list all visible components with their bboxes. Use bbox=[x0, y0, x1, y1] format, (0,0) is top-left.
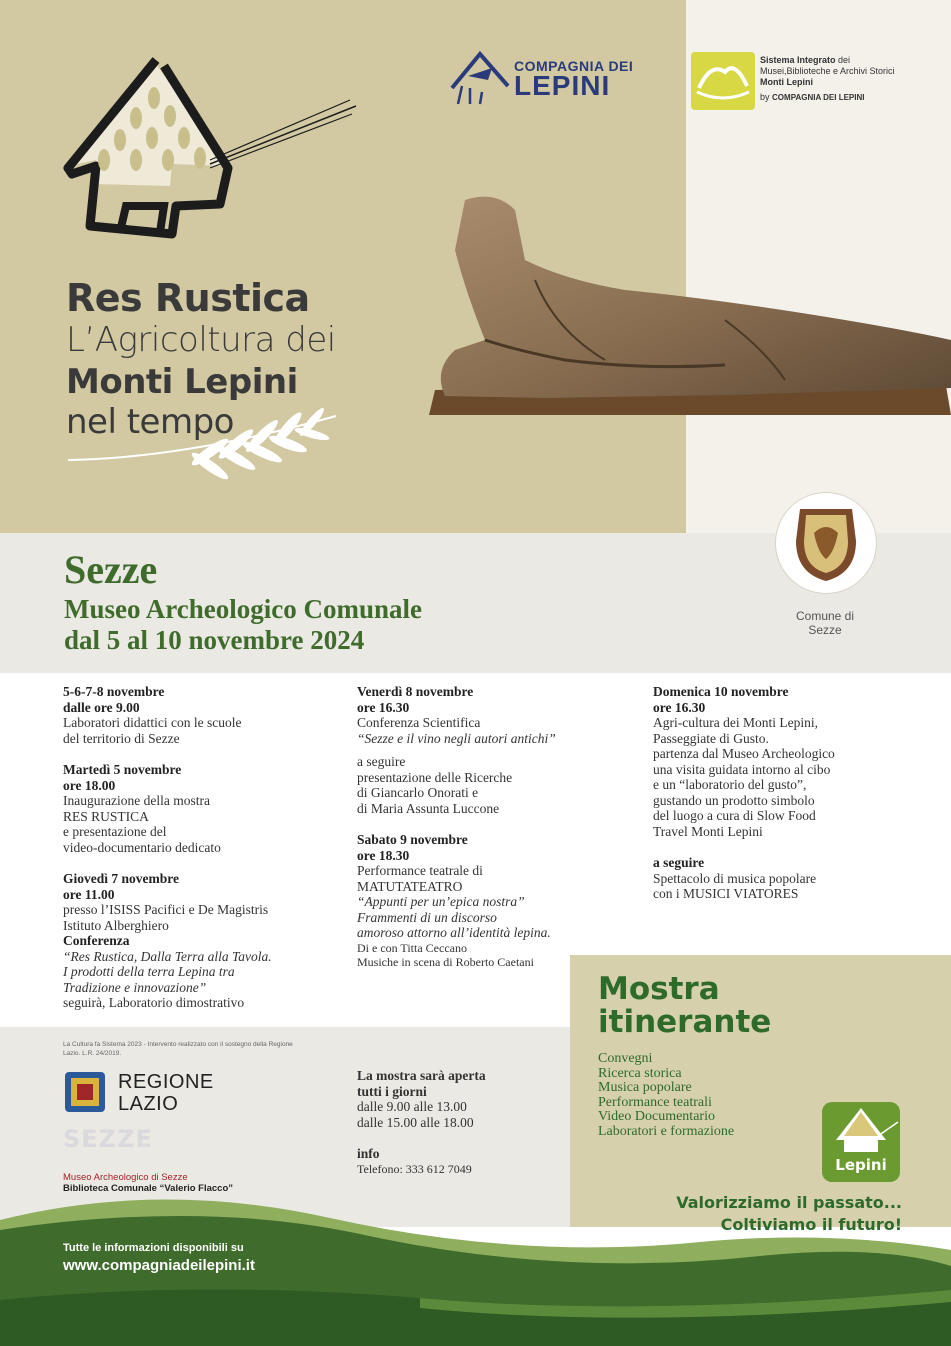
sistema-integrato-logo-icon bbox=[691, 52, 755, 110]
comune-line2: Sezze bbox=[808, 623, 842, 637]
biblioteca-name: Biblioteca Comunale “Valerio Flacco” bbox=[63, 1183, 233, 1194]
phone-number: Telefono: 333 612 7049 bbox=[357, 1161, 472, 1176]
sistema-dei: dei bbox=[838, 55, 851, 65]
event-time: dalle ore 9.00 bbox=[63, 699, 140, 715]
program-column-3 bbox=[653, 684, 913, 902]
compagnia-line1: COMPAGNIA DEI bbox=[514, 58, 634, 74]
lepini-badge-logo bbox=[822, 1102, 900, 1182]
regione-lazio-logo bbox=[118, 1071, 214, 1115]
mostra-title bbox=[598, 973, 771, 1039]
mostra-item: Laboratori e formazione bbox=[598, 1123, 735, 1139]
event-line: MATUTATEATRO bbox=[357, 878, 463, 894]
regione-line2: LAZIO bbox=[118, 1093, 179, 1115]
house-wheat-logo-icon bbox=[60, 56, 360, 246]
event-line: del territorio di Sezze bbox=[63, 730, 180, 746]
event-line: Inaugurazione della mostra bbox=[63, 793, 210, 808]
sezze-crest-icon bbox=[776, 493, 876, 593]
mostra-item: Ricerca storica bbox=[598, 1065, 682, 1081]
event-line: una visita guidata intorno al cibo bbox=[653, 761, 831, 777]
program-column-1 bbox=[63, 684, 333, 1011]
event-line: gustando un prodotto simbolo bbox=[653, 792, 815, 808]
sezze-wordmark: SEZZE bbox=[63, 1125, 153, 1153]
sistema-title: Sistema Integrato bbox=[760, 55, 836, 65]
city-title: Sezze bbox=[64, 547, 158, 592]
opening-line1: La mostra sarà aperta bbox=[357, 1068, 486, 1083]
program-column-2 bbox=[357, 684, 617, 969]
event-time: ore 18.30 bbox=[357, 847, 410, 863]
slogan-line2: Coltiviamo il futuro! bbox=[720, 1215, 902, 1234]
title-line3: Monti Lepini bbox=[66, 362, 298, 402]
event-time: ore 11.00 bbox=[63, 886, 115, 902]
funding-note: La Cultura fa Sistema 2023 - Intervento realizzato con il sostegno della Regione Lazio. L.R. 24/2019. bbox=[63, 1041, 293, 1057]
title-line4: nel tempo bbox=[66, 402, 234, 442]
event-quote: “Res Rustica, Dalla Terra alla Tavola. bbox=[63, 948, 272, 964]
event-line: Agri-cultura dei Monti Lepini, bbox=[653, 715, 818, 730]
mostra-title-line2: itinerante bbox=[598, 1004, 772, 1040]
sistema-by: by bbox=[760, 92, 770, 102]
opening-line4: dalle 15.00 alle 18.00 bbox=[357, 1114, 474, 1130]
event-line: video-documentario dedicato bbox=[63, 839, 221, 855]
event-line: e presentazione del bbox=[63, 824, 167, 839]
opening-line2: tutti i giorni bbox=[357, 1083, 427, 1099]
info-label: info bbox=[357, 1146, 380, 1161]
event-credit: Di e con Titta Ceccano bbox=[357, 940, 467, 955]
venue-block bbox=[64, 594, 422, 656]
event-line: RES RUSTICA bbox=[63, 808, 149, 824]
event-line: a seguire bbox=[357, 754, 406, 769]
compagnia-lepini-logo bbox=[514, 58, 633, 102]
regione-line1: REGIONE bbox=[118, 1071, 214, 1093]
mostra-item: Convegni bbox=[598, 1051, 653, 1066]
venue-name: Museo Archeologico Comunale bbox=[64, 594, 422, 624]
event-time: ore 16.30 bbox=[357, 699, 410, 715]
event-line: presso l’ISISS Pacifici e De Magistris bbox=[63, 902, 269, 917]
mostra-item: Performance teatrali bbox=[598, 1094, 712, 1110]
event-line: Conferenza Scientifica bbox=[357, 715, 481, 730]
reclining-statue-image bbox=[425, 190, 951, 415]
compagnia-lepini-logo-icon bbox=[448, 48, 512, 108]
event-line: presentazione delle Ricerche bbox=[357, 769, 513, 785]
event-quote: Tradizione e innovazione” bbox=[63, 979, 207, 995]
event-quote: “Appunti per un’epica nostra” bbox=[357, 894, 525, 909]
event-line: e un “laboratorio del gusto”, bbox=[653, 777, 807, 792]
regione-lazio-crest-icon bbox=[63, 1070, 107, 1114]
comune-line1: Comune di bbox=[795, 609, 855, 623]
event-quote: amoroso attorno all’identità lepina. bbox=[357, 925, 551, 940]
sistema-line3: Monti Lepini bbox=[760, 77, 813, 87]
event-line: partenza dal Museo Archeologico bbox=[653, 746, 835, 761]
compagnia-line2: LEPINI bbox=[514, 70, 611, 101]
mostra-title-line1: Mostra bbox=[598, 971, 720, 1007]
event-line: Conferenza bbox=[63, 933, 130, 948]
event-line: a seguire bbox=[653, 855, 705, 870]
event-line: del luogo a cura di Slow Food bbox=[653, 808, 816, 823]
slogan-line1: Valorizziamo il passato... bbox=[676, 1193, 902, 1212]
event-line: Spettacolo di musica popolare bbox=[653, 870, 817, 886]
title-line1: Res Rustica bbox=[66, 276, 310, 320]
event-time: ore 18.00 bbox=[63, 777, 116, 793]
event-quote: “Sezze e il vino negli autori antichi” bbox=[357, 730, 556, 746]
event-day: Giovedì 7 novembre bbox=[63, 871, 179, 886]
sistema-integrato-text bbox=[760, 55, 940, 103]
lepini-house-icon bbox=[822, 1102, 900, 1158]
event-time: ore 16.30 bbox=[653, 699, 706, 715]
event-day: Sabato 9 novembre bbox=[357, 832, 468, 847]
opening-line3: dalle 9.00 alle 13.00 bbox=[357, 1099, 467, 1114]
event-credit: Musiche in scena di Roberto Caetani bbox=[357, 954, 534, 969]
opening-hours bbox=[357, 1068, 486, 1177]
event-quote: Frammenti di un discorso bbox=[357, 909, 497, 925]
lepini-badge-text: Lepini bbox=[835, 1156, 887, 1174]
event-day: Domenica 10 novembre bbox=[653, 684, 789, 699]
event-line: Laboratori didattici con le scuole bbox=[63, 715, 242, 730]
mostra-item: Musica popolare bbox=[598, 1080, 692, 1095]
event-day: Venerdì 8 novembre bbox=[357, 684, 474, 699]
event-line: seguirà, Laboratorio dimostrativo bbox=[63, 995, 245, 1010]
sistema-line2: Musei,Biblioteche e Archivi Storici bbox=[760, 66, 895, 76]
event-line: con i MUSICI VIATORES bbox=[653, 886, 799, 901]
museo-name: Museo Archeologico di Sezze bbox=[63, 1172, 188, 1183]
event-line: di Giancarlo Onorati e bbox=[357, 785, 479, 800]
mostra-list bbox=[598, 1052, 734, 1139]
title-line2: L’Agricoltura dei bbox=[66, 320, 336, 360]
mostra-item: Video Documentario bbox=[598, 1109, 715, 1124]
event-day: Martedì 5 novembre bbox=[63, 762, 182, 777]
sistema-by-org: COMPAGNIA DEI LEPINI bbox=[772, 93, 865, 102]
info-footer: Tutte le informazioni disponibili su bbox=[63, 1242, 244, 1254]
event-line: Travel Monti Lepini bbox=[653, 823, 763, 839]
event-day: 5-6-7-8 novembre bbox=[63, 684, 165, 699]
event-line: Istituto Alberghiero bbox=[63, 917, 169, 933]
venue-dates: dal 5 al 10 novembre 2024 bbox=[64, 625, 365, 655]
website-link[interactable]: www.compagniadeilepini.it bbox=[63, 1257, 255, 1274]
comune-label bbox=[770, 609, 880, 637]
event-line: Performance teatrale di bbox=[357, 863, 483, 878]
wheat-ear-icon bbox=[66, 408, 340, 492]
event-line: di Maria Assunta Luccone bbox=[357, 800, 500, 816]
event-line: Passeggiate di Gusto. bbox=[653, 730, 769, 746]
event-quote: I prodotti della terra Lepina tra bbox=[63, 964, 235, 979]
